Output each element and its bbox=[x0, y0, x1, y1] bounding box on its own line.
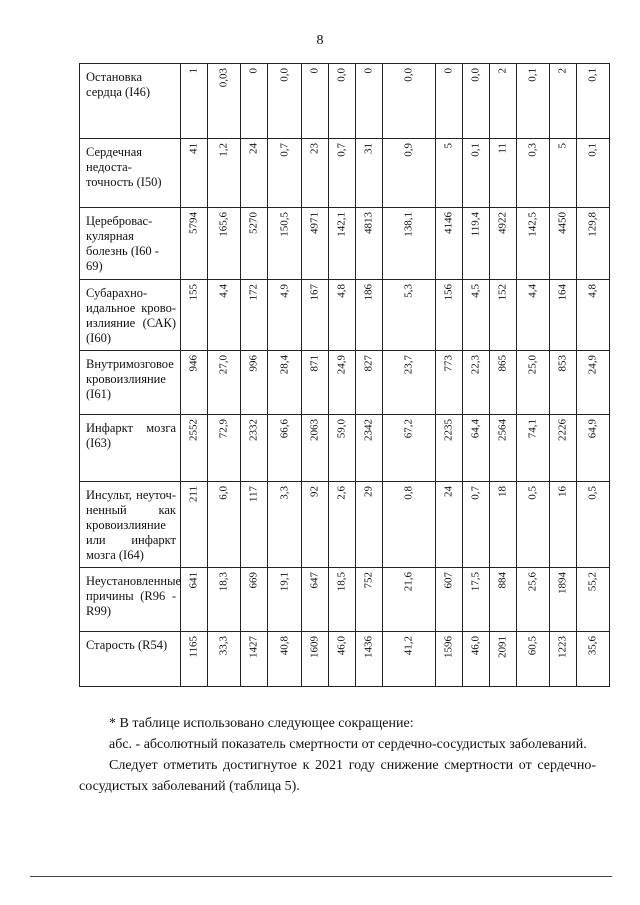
table-cell bbox=[329, 64, 356, 139]
cell-value: 5794 bbox=[187, 212, 200, 234]
table-cell bbox=[517, 351, 550, 415]
cell-value: 155 bbox=[187, 284, 200, 301]
table-cell bbox=[356, 208, 383, 280]
cell-value: 41,2 bbox=[402, 636, 415, 656]
table-cell bbox=[302, 632, 329, 687]
table-cell bbox=[550, 280, 577, 351]
cell-value: 152 bbox=[496, 284, 509, 301]
cell-value: 5 bbox=[442, 143, 455, 149]
table-cell bbox=[181, 208, 208, 280]
cell-value: 1 bbox=[187, 68, 200, 74]
table-cell bbox=[268, 280, 302, 351]
cell-value: 60,5 bbox=[526, 636, 539, 656]
cell-value: 0,0 bbox=[402, 68, 415, 82]
table-cell bbox=[577, 632, 610, 687]
cell-value: 55,2 bbox=[586, 572, 599, 592]
cell-value: 67,2 bbox=[402, 419, 415, 439]
table-cell bbox=[490, 280, 517, 351]
cell-value: 1223 bbox=[556, 636, 569, 658]
table-cell bbox=[436, 415, 463, 482]
cell-value: 5,3 bbox=[402, 284, 415, 298]
cell-value: 119,4 bbox=[469, 212, 482, 237]
cell-value: 871 bbox=[308, 355, 321, 372]
table-cell bbox=[550, 482, 577, 568]
table-cell bbox=[208, 351, 241, 415]
table-cell bbox=[181, 632, 208, 687]
table-cell bbox=[550, 208, 577, 280]
table-cell bbox=[208, 64, 241, 139]
table-cell bbox=[356, 482, 383, 568]
table-cell bbox=[181, 64, 208, 139]
cell-value: 0 bbox=[247, 68, 260, 74]
table-row bbox=[80, 482, 610, 568]
cell-value: 19,1 bbox=[278, 572, 290, 592]
cell-value: 996 bbox=[247, 355, 260, 372]
cell-value: 23 bbox=[308, 143, 321, 154]
table-cell bbox=[383, 568, 436, 632]
notes-section bbox=[79, 713, 596, 797]
cell-value: 0,1 bbox=[586, 143, 599, 157]
row-label: Инсульт, неуточ-ненный как кровоизлияние или инфаркт мозга (I64) bbox=[80, 482, 181, 568]
cell-value: 0,1 bbox=[526, 68, 539, 82]
cell-value: 74,1 bbox=[526, 419, 539, 439]
cell-value: 0,5 bbox=[586, 486, 599, 500]
cell-value: 18 bbox=[496, 486, 509, 497]
table-cell bbox=[181, 415, 208, 482]
table-cell bbox=[383, 208, 436, 280]
table-cell bbox=[383, 64, 436, 139]
table-cell bbox=[302, 139, 329, 208]
table-cell bbox=[517, 482, 550, 568]
table-cell bbox=[490, 415, 517, 482]
table-cell bbox=[490, 64, 517, 139]
table-cell bbox=[329, 280, 356, 351]
cell-value: 18,5 bbox=[335, 572, 348, 592]
table-cell bbox=[436, 568, 463, 632]
table-row bbox=[80, 415, 610, 482]
cell-value: 0,9 bbox=[402, 143, 415, 157]
cell-value: 33,3 bbox=[217, 636, 230, 656]
table-cell bbox=[383, 139, 436, 208]
table-cell bbox=[268, 139, 302, 208]
cell-value: 16 bbox=[556, 486, 569, 497]
cell-value: 2332 bbox=[247, 419, 260, 441]
cell-value: 24,9 bbox=[586, 355, 599, 375]
table-cell bbox=[383, 482, 436, 568]
cell-value: 0 bbox=[308, 68, 321, 74]
table-cell bbox=[241, 280, 268, 351]
cell-value: 31 bbox=[362, 143, 375, 154]
table-cell bbox=[550, 351, 577, 415]
table-row bbox=[80, 568, 610, 632]
table-cell bbox=[329, 208, 356, 280]
cell-value: 641 bbox=[187, 572, 200, 589]
table-cell bbox=[181, 568, 208, 632]
table-cell bbox=[208, 139, 241, 208]
cell-value: 142,5 bbox=[526, 212, 539, 237]
cell-value: 11 bbox=[496, 143, 509, 154]
table-cell bbox=[463, 482, 490, 568]
table-cell bbox=[436, 208, 463, 280]
cell-value: 64,9 bbox=[586, 419, 599, 439]
cell-value: 0,03 bbox=[217, 68, 230, 88]
table-cell bbox=[329, 139, 356, 208]
cell-value: 647 bbox=[308, 572, 321, 589]
cell-value: 4,8 bbox=[586, 284, 599, 298]
cell-value: 66,6 bbox=[278, 419, 290, 439]
table-cell bbox=[356, 632, 383, 687]
bottom-rule bbox=[30, 876, 612, 877]
table-cell bbox=[463, 280, 490, 351]
cell-value: 1436 bbox=[362, 636, 375, 658]
row-label: Субарахно-идальное крово-излияние (САК) (I60) bbox=[80, 280, 181, 351]
cell-value: 40,8 bbox=[278, 636, 290, 656]
table-cell bbox=[436, 632, 463, 687]
table-cell bbox=[436, 351, 463, 415]
cell-value: 4971 bbox=[308, 212, 321, 234]
table-cell bbox=[356, 415, 383, 482]
cell-value: 1427 bbox=[247, 636, 260, 658]
cell-value: 46,0 bbox=[469, 636, 482, 656]
table-cell bbox=[463, 351, 490, 415]
table-cell bbox=[517, 64, 550, 139]
cell-value: 884 bbox=[496, 572, 509, 589]
cell-value: 186 bbox=[362, 284, 375, 301]
cell-value: 4,9 bbox=[278, 284, 290, 298]
table-cell bbox=[517, 415, 550, 482]
table-cell bbox=[517, 568, 550, 632]
cell-value: 0,7 bbox=[469, 486, 482, 500]
table-cell bbox=[302, 482, 329, 568]
table-cell bbox=[577, 415, 610, 482]
table-cell bbox=[577, 280, 610, 351]
footnote: * В таблице использовано следующее сокращение: bbox=[109, 716, 414, 731]
table-cell bbox=[436, 280, 463, 351]
cell-value: 41 bbox=[187, 143, 200, 154]
table-cell bbox=[208, 280, 241, 351]
cell-value: 92 bbox=[308, 486, 321, 497]
table-cell bbox=[383, 632, 436, 687]
table-cell bbox=[383, 280, 436, 351]
cell-value: 2552 bbox=[187, 419, 200, 441]
table-cell bbox=[577, 482, 610, 568]
table-cell bbox=[356, 64, 383, 139]
table-cell bbox=[490, 568, 517, 632]
table-cell bbox=[302, 568, 329, 632]
cell-value: 1894 bbox=[556, 572, 569, 594]
row-label: Сердечная недоста-точность (I50) bbox=[80, 139, 181, 208]
table-cell bbox=[550, 139, 577, 208]
table-cell bbox=[550, 568, 577, 632]
cell-value: 29 bbox=[362, 486, 375, 497]
cell-value: 17,5 bbox=[469, 572, 482, 592]
cell-value: 827 bbox=[362, 355, 375, 372]
cell-value: 4813 bbox=[362, 212, 375, 234]
table-cell bbox=[490, 482, 517, 568]
cell-value: 156 bbox=[442, 284, 455, 301]
cell-value: 117 bbox=[247, 486, 260, 503]
cell-value: 0,1 bbox=[586, 68, 599, 82]
cell-value: 0,1 bbox=[469, 143, 482, 157]
cell-value: 0,0 bbox=[335, 68, 348, 82]
table-cell bbox=[181, 482, 208, 568]
cell-value: 0,7 bbox=[335, 143, 348, 157]
cell-value: 164 bbox=[556, 284, 569, 301]
table-cell bbox=[436, 139, 463, 208]
table-cell bbox=[302, 64, 329, 139]
cell-value: 25,6 bbox=[526, 572, 539, 592]
cell-value: 72,9 bbox=[217, 419, 230, 439]
cell-value: 2 bbox=[496, 68, 509, 74]
table-cell bbox=[463, 64, 490, 139]
cell-value: 27,0 bbox=[217, 355, 230, 375]
row-label: Остановка сердца (I46) bbox=[80, 64, 181, 139]
page-number: 8 bbox=[316, 33, 324, 48]
table-cell bbox=[208, 208, 241, 280]
cell-value: 6,0 bbox=[217, 486, 230, 500]
mortality-table bbox=[79, 63, 610, 687]
table-row bbox=[80, 280, 610, 351]
cell-value: 669 bbox=[247, 572, 260, 589]
cell-value: 4,4 bbox=[217, 284, 230, 298]
summary-paragraph: Следует отметить достигнутое к 2021 году снижение смертности от сердечно-сосудистых заболеваний (таблица 5). bbox=[79, 758, 596, 794]
table-row bbox=[80, 139, 610, 208]
cell-value: 865 bbox=[496, 355, 509, 372]
cell-value: 167 bbox=[308, 284, 321, 301]
cell-value: 0 bbox=[442, 68, 455, 74]
table-cell bbox=[302, 415, 329, 482]
cell-value: 0 bbox=[362, 68, 375, 74]
cell-value: 1596 bbox=[442, 636, 455, 658]
table-row bbox=[80, 351, 610, 415]
table-cell bbox=[241, 208, 268, 280]
table-cell bbox=[356, 351, 383, 415]
table-cell bbox=[329, 568, 356, 632]
table-cell bbox=[268, 64, 302, 139]
table-cell bbox=[463, 415, 490, 482]
table-cell bbox=[356, 568, 383, 632]
table-cell bbox=[463, 139, 490, 208]
table-cell bbox=[268, 415, 302, 482]
table-cell bbox=[241, 415, 268, 482]
cell-value: 0,5 bbox=[526, 486, 539, 500]
table-cell bbox=[463, 568, 490, 632]
cell-value: 1,2 bbox=[217, 143, 230, 157]
cell-value: 2091 bbox=[496, 636, 509, 658]
table-cell bbox=[490, 208, 517, 280]
table-cell bbox=[490, 139, 517, 208]
row-label: Внутримозговое кровоизлияние (I61) bbox=[80, 351, 181, 415]
cell-value: 172 bbox=[247, 284, 260, 301]
cell-value: 24 bbox=[247, 143, 260, 154]
cell-value: 46,0 bbox=[335, 636, 348, 656]
cell-value: 211 bbox=[187, 486, 200, 503]
row-label: Неустановленные причины (R96 - R99) bbox=[80, 568, 181, 632]
cell-value: 773 bbox=[442, 355, 455, 372]
table-cell bbox=[241, 351, 268, 415]
table-cell bbox=[268, 208, 302, 280]
table-cell bbox=[383, 415, 436, 482]
table-cell bbox=[329, 632, 356, 687]
cell-value: 22,3 bbox=[469, 355, 482, 375]
table-cell bbox=[268, 351, 302, 415]
table-cell bbox=[577, 568, 610, 632]
table-cell bbox=[517, 208, 550, 280]
table-cell bbox=[517, 280, 550, 351]
cell-value: 129,8 bbox=[586, 212, 599, 237]
cell-value: 0,3 bbox=[526, 143, 539, 157]
cell-value: 0,0 bbox=[469, 68, 482, 82]
table-row bbox=[80, 64, 610, 139]
cell-value: 2 bbox=[556, 68, 569, 74]
table-cell bbox=[241, 568, 268, 632]
table-cell bbox=[490, 632, 517, 687]
cell-value: 4,4 bbox=[526, 284, 539, 298]
cell-value: 0,8 bbox=[402, 486, 415, 500]
table-cell bbox=[550, 632, 577, 687]
table-cell bbox=[241, 139, 268, 208]
abbreviation-note: абс. - абсолютный показатель смертности от сердечно-сосудистых заболеваний. bbox=[109, 737, 587, 752]
cell-value: 607 bbox=[442, 572, 455, 589]
table-row bbox=[80, 208, 610, 280]
table-cell bbox=[436, 64, 463, 139]
table-cell bbox=[208, 632, 241, 687]
cell-value: 5 bbox=[556, 143, 569, 149]
table-cell bbox=[577, 351, 610, 415]
table-cell bbox=[550, 64, 577, 139]
table-cell bbox=[208, 415, 241, 482]
cell-value: 150,5 bbox=[278, 212, 290, 237]
cell-value: 28,4 bbox=[278, 355, 290, 375]
cell-value: 2226 bbox=[556, 419, 569, 441]
table-cell bbox=[268, 482, 302, 568]
table-cell bbox=[490, 351, 517, 415]
table-cell bbox=[463, 208, 490, 280]
cell-value: 2564 bbox=[496, 419, 509, 441]
table-cell bbox=[181, 351, 208, 415]
table-cell bbox=[356, 139, 383, 208]
table-cell bbox=[302, 351, 329, 415]
table-cell bbox=[329, 415, 356, 482]
cell-value: 0,7 bbox=[278, 143, 290, 157]
cell-value: 1165 bbox=[187, 636, 200, 658]
table-cell bbox=[268, 568, 302, 632]
cell-value: 5270 bbox=[247, 212, 260, 234]
table-cell bbox=[577, 139, 610, 208]
table-cell bbox=[241, 632, 268, 687]
cell-value: 853 bbox=[556, 355, 569, 372]
cell-value: 23,7 bbox=[402, 355, 415, 375]
row-label: Старость (R54) bbox=[80, 632, 181, 687]
table-cell bbox=[436, 482, 463, 568]
cell-value: 64,4 bbox=[469, 419, 482, 439]
table-cell bbox=[268, 632, 302, 687]
cell-value: 24 bbox=[442, 486, 455, 497]
table-cell bbox=[517, 139, 550, 208]
cell-value: 24,9 bbox=[335, 355, 348, 375]
table-cell bbox=[241, 482, 268, 568]
table-cell bbox=[181, 280, 208, 351]
cell-value: 2342 bbox=[362, 419, 375, 441]
table-cell bbox=[577, 64, 610, 139]
cell-value: 2063 bbox=[308, 419, 321, 441]
table-cell bbox=[302, 280, 329, 351]
cell-value: 4146 bbox=[442, 212, 455, 234]
cell-value: 142,1 bbox=[335, 212, 348, 237]
cell-value: 138,1 bbox=[402, 212, 415, 237]
table-cell bbox=[208, 568, 241, 632]
cell-value: 2,6 bbox=[335, 486, 348, 500]
table-cell bbox=[356, 280, 383, 351]
table-row bbox=[80, 632, 610, 687]
cell-value: 18,3 bbox=[217, 572, 230, 592]
table-cell bbox=[517, 632, 550, 687]
cell-value: 0,0 bbox=[278, 68, 290, 82]
table-cell bbox=[241, 64, 268, 139]
cell-value: 1609 bbox=[308, 636, 321, 658]
cell-value: 4,5 bbox=[469, 284, 482, 298]
table-cell bbox=[208, 482, 241, 568]
cell-value: 4450 bbox=[556, 212, 569, 234]
cell-value: 2235 bbox=[442, 419, 455, 441]
table-cell bbox=[577, 208, 610, 280]
cell-value: 752 bbox=[362, 572, 375, 589]
table-cell bbox=[329, 351, 356, 415]
table-cell bbox=[329, 482, 356, 568]
table-cell bbox=[181, 139, 208, 208]
table-cell bbox=[463, 632, 490, 687]
cell-value: 946 bbox=[187, 355, 200, 372]
table-cell bbox=[302, 208, 329, 280]
cell-value: 25,0 bbox=[526, 355, 539, 375]
table-cell bbox=[383, 351, 436, 415]
cell-value: 165,6 bbox=[217, 212, 230, 237]
cell-value: 3,3 bbox=[278, 486, 290, 500]
cell-value: 4,8 bbox=[335, 284, 348, 298]
row-label: Цереброваc-кулярная болезнь (I60 - 69) bbox=[80, 208, 181, 280]
row-label: Инфаркт мозга (I63) bbox=[80, 415, 181, 482]
cell-value: 4922 bbox=[496, 212, 509, 234]
cell-value: 35,6 bbox=[586, 636, 599, 656]
cell-value: 21,6 bbox=[402, 572, 415, 592]
cell-value: 59,0 bbox=[335, 419, 348, 439]
table-cell bbox=[550, 415, 577, 482]
